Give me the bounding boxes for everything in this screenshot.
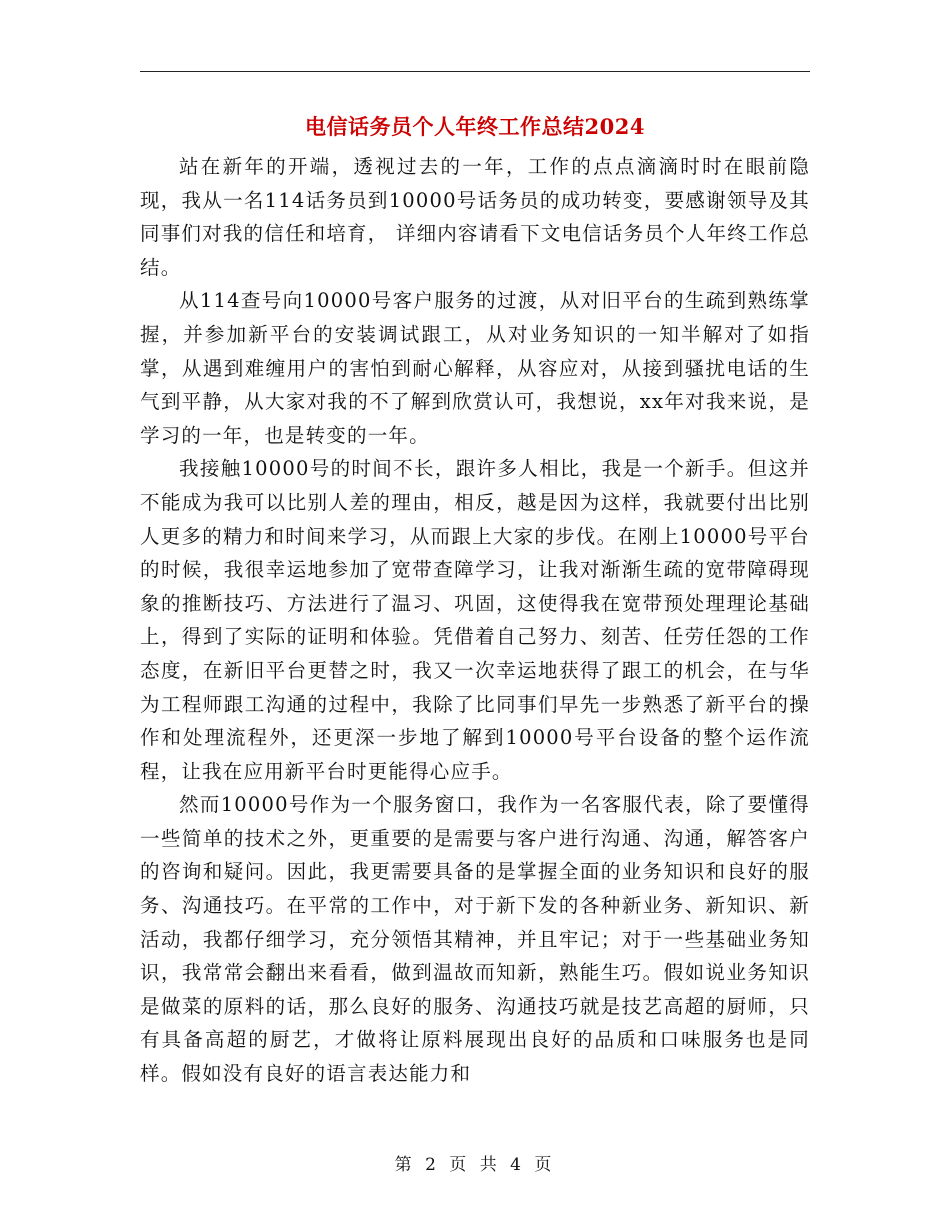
paragraph-1: 站在新年的开端，透视过去的一年，工作的点点滴滴时时在眼前隐现，我从一名114话务员到10000号话务员的成功转变，要感谢领导及其同事们对我的信任和培育， 详细内容请看下文电信话务员个人年终工作总结。 (140, 155, 810, 279)
header-rule (140, 71, 810, 72)
paragraph-3: 我接触10000号的时间不长，跟许多人相比，我是一个新手。但这并不能成为我可以比别人差的理由，相反，越是因为这样，我就要付出比别人更多的精力和时间来学习，从而跟上大家的步伐。在刚上10000号平台的时候，我很幸运地参加了宽带查障学习，让我对渐渐生疏的宽带障碍现象的推断技巧、方法进行了温习、巩固，这使得我在宽带预处理理论基础上，得到了实际的证明和体验。凭借着自己努力、刻苦、任劳任怨的工作态度，在新旧平台更替之时，我又一次幸运地获得了跟工的机会，在与华为工程师跟工沟通的过程中，我除了比同事们早先一步熟悉了新平台的操作和处理流程外，还更深一步地了解到10000号平台设备的整个运作流程，让我在应用新平台时更能得心应手。 (140, 457, 810, 783)
paragraph-2: 从114查号向10000号客户服务的过渡，从对旧平台的生疏到熟练掌握，并参加新平台的安装调试跟工，从对业务知识的一知半解对了如指掌，从遇到难缠用户的害怕到耐心解释，从容应对，从接到骚扰电话的生气到平静，从大家对我的不了解到欣赏认可，我想说，xx年对我来说，是学习的一年，也是转变的一年。 (140, 289, 810, 447)
page-footer: 第 2 页 共 4 页 (394, 1155, 556, 1175)
document-title: 电信话务员个人年终工作总结2024 (305, 114, 645, 139)
paragraph-4: 然而10000号作为一个服务窗口，我作为一名客服代表，除了要懂得一些简单的技术之外，更重要的是需要与客户进行沟通、沟通，解答客户的咨询和疑问。因此，我更需要具备的是掌握全面的业务知识和良好的服务、沟通技巧。在平常的工作中，对于新下发的各种新业务、新知识、新活动，我都仔细学习，充分领悟其精神，并且牢记；对于一些基础业务知识，我常常会翻出来看看，做到温故而知新，熟能生巧。假如说业务知识是做菜的原料的话，那么良好的服务、沟通技巧就是技艺高超的厨师，只有具备高超的厨艺，才做将让原料展现出良好的品质和口味服务也是同样。假如没有良好的语言表达能力和 (140, 793, 810, 1086)
document-body (140, 150, 810, 1091)
